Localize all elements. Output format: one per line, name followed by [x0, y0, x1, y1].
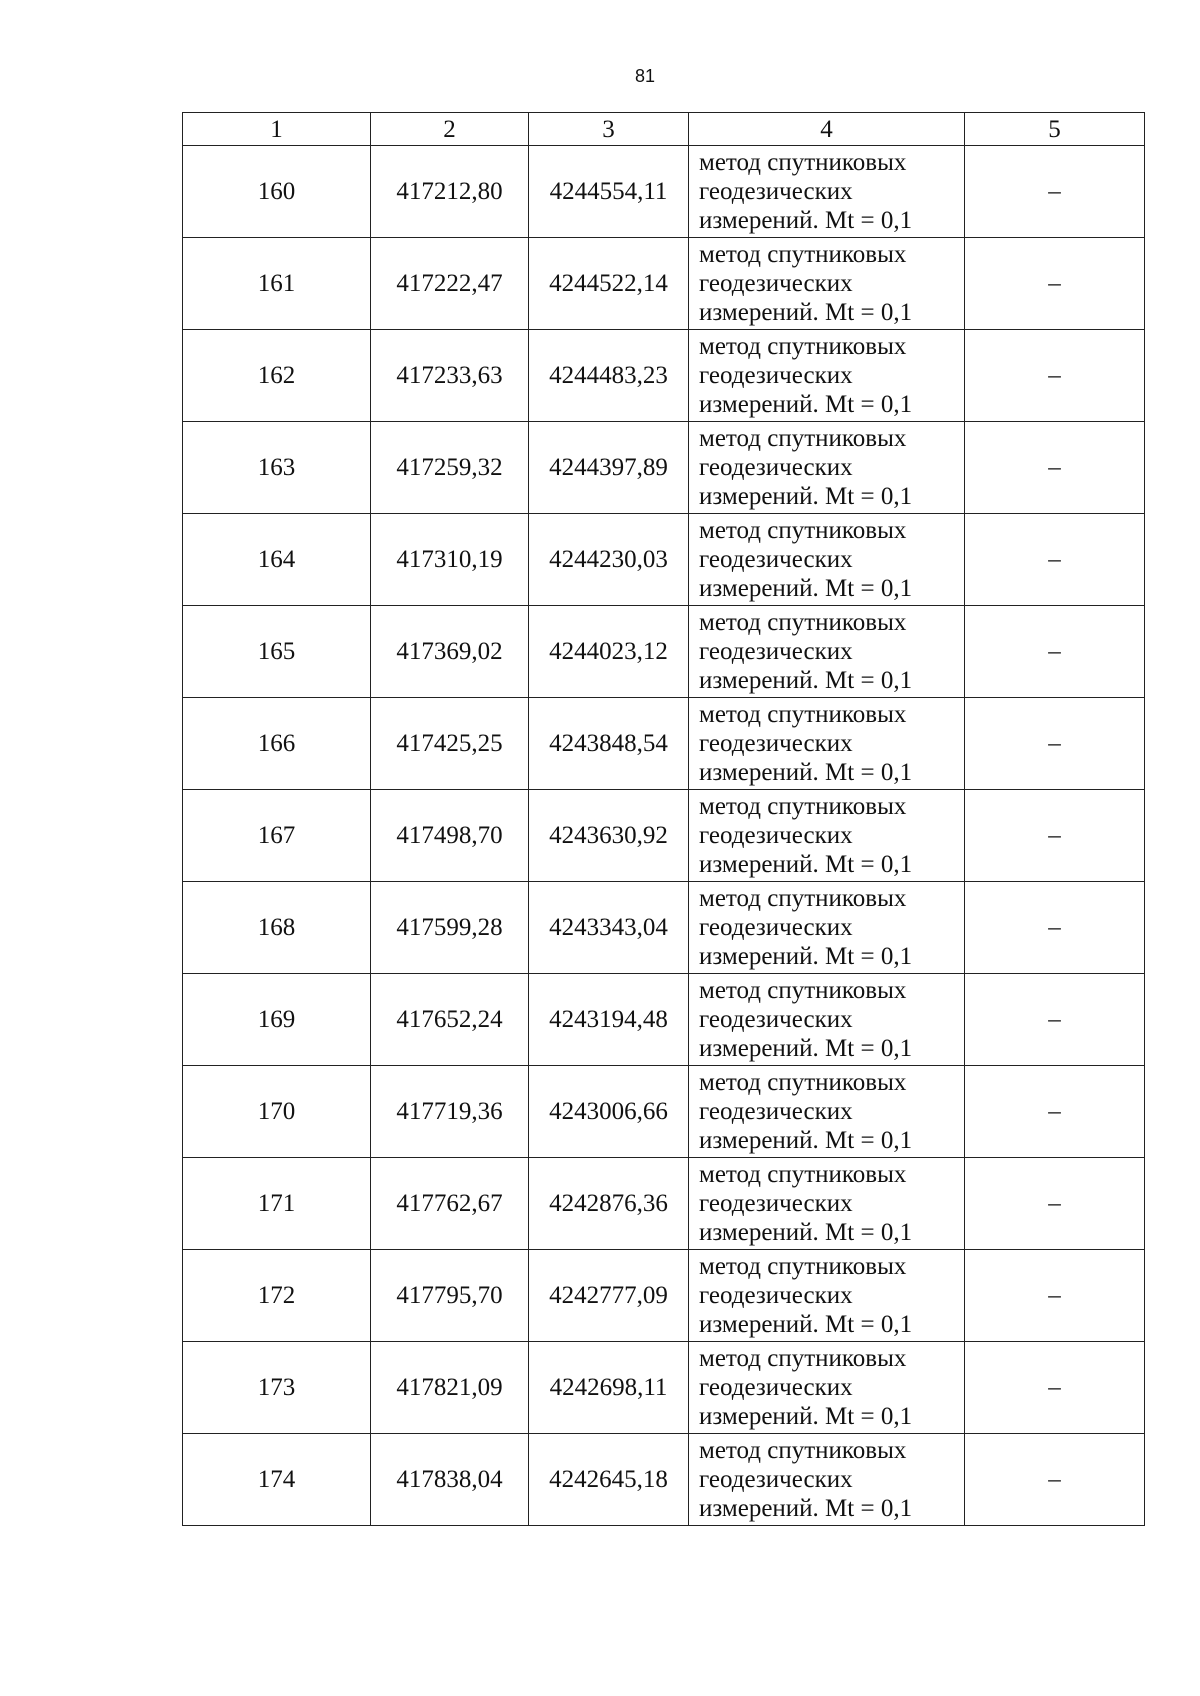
method-text-line: измерений. Mt = 0,1 — [699, 1219, 913, 1246]
table-row — [183, 330, 1145, 422]
method-text-line: измерений. Mt = 0,1 — [699, 851, 913, 878]
method-cell — [689, 698, 965, 790]
method-text-line: метод спутниковых — [699, 517, 907, 544]
method-text-line: метод спутниковых — [699, 241, 907, 268]
method-text-line: метод спутниковых — [699, 885, 907, 912]
table-row — [183, 1342, 1145, 1434]
x-coordinate-cell: 417719,36 — [371, 1066, 529, 1158]
point-number-cell: 173 — [183, 1342, 371, 1434]
y-coordinate-cell: 4243630,92 — [529, 790, 689, 882]
method-text-line: метод спутниковых — [699, 701, 907, 728]
x-coordinate-cell: 417599,28 — [371, 882, 529, 974]
y-coordinate-cell: 4242698,11 — [529, 1342, 689, 1434]
method-text-line: метод спутниковых — [699, 1345, 907, 1372]
method-cell — [689, 146, 965, 238]
method-text-line: геодезических — [699, 270, 853, 297]
note-cell: – — [965, 1434, 1145, 1526]
method-cell — [689, 1066, 965, 1158]
point-number-cell: 160 — [183, 146, 371, 238]
method-cell — [689, 330, 965, 422]
table-row — [183, 698, 1145, 790]
method-text-line: геодезических — [699, 1374, 853, 1401]
page-number: 81 — [634, 66, 656, 86]
x-coordinate-cell: 417259,32 — [371, 422, 529, 514]
point-number-cell: 167 — [183, 790, 371, 882]
note-cell: – — [965, 790, 1145, 882]
table-row — [183, 606, 1145, 698]
method-text-line: измерений. Mt = 0,1 — [699, 1127, 913, 1154]
point-number-cell: 163 — [183, 422, 371, 514]
note-cell: – — [965, 514, 1145, 606]
method-text-line: измерений. Mt = 0,1 — [699, 1495, 913, 1522]
method-text-line: геодезических — [699, 178, 853, 205]
y-coordinate-cell: 4243343,04 — [529, 882, 689, 974]
x-coordinate-cell: 417425,25 — [371, 698, 529, 790]
method-cell — [689, 1342, 965, 1434]
method-text-line: измерений. Mt = 0,1 — [699, 1403, 913, 1430]
note-cell: – — [965, 1066, 1145, 1158]
column-header-3: 3 — [529, 113, 689, 146]
note-cell: – — [965, 882, 1145, 974]
y-coordinate-cell: 4242777,09 — [529, 1250, 689, 1342]
x-coordinate-cell: 417369,02 — [371, 606, 529, 698]
y-coordinate-cell: 4243848,54 — [529, 698, 689, 790]
method-text-line: геодезических — [699, 1098, 853, 1125]
table-body — [183, 146, 1145, 1526]
x-coordinate-cell: 417795,70 — [371, 1250, 529, 1342]
method-cell — [689, 422, 965, 514]
point-number-cell: 174 — [183, 1434, 371, 1526]
method-text-line: метод спутниковых — [699, 1437, 907, 1464]
x-coordinate-cell: 417310,19 — [371, 514, 529, 606]
x-coordinate-cell: 417821,09 — [371, 1342, 529, 1434]
y-coordinate-cell: 4243194,48 — [529, 974, 689, 1066]
table-row — [183, 1066, 1145, 1158]
table-row — [183, 146, 1145, 238]
column-header-4: 4 — [689, 113, 965, 146]
point-number-cell: 168 — [183, 882, 371, 974]
y-coordinate-cell: 4242645,18 — [529, 1434, 689, 1526]
note-cell: – — [965, 1250, 1145, 1342]
point-number-cell: 170 — [183, 1066, 371, 1158]
table-row — [183, 1434, 1145, 1526]
note-cell: – — [965, 238, 1145, 330]
method-cell — [689, 1158, 965, 1250]
point-number-cell: 169 — [183, 974, 371, 1066]
note-cell: – — [965, 1342, 1145, 1434]
point-number-cell: 166 — [183, 698, 371, 790]
method-cell — [689, 514, 965, 606]
method-text-line: измерений. Mt = 0,1 — [699, 391, 913, 418]
method-text-line: измерений. Mt = 0,1 — [699, 483, 913, 510]
method-cell — [689, 606, 965, 698]
x-coordinate-cell: 417762,67 — [371, 1158, 529, 1250]
point-number-cell: 161 — [183, 238, 371, 330]
table-row — [183, 238, 1145, 330]
method-text-line: измерений. Mt = 0,1 — [699, 667, 913, 694]
note-cell: – — [965, 330, 1145, 422]
note-cell: – — [965, 422, 1145, 514]
method-text-line: геодезических — [699, 730, 853, 757]
method-text-line: геодезических — [699, 1190, 853, 1217]
method-text-line: измерений. Mt = 0,1 — [699, 943, 913, 970]
method-text-line: геодезических — [699, 362, 853, 389]
method-text-line: геодезических — [699, 546, 853, 573]
method-text-line: геодезических — [699, 914, 853, 941]
column-header-1: 1 — [183, 113, 371, 146]
x-coordinate-cell: 417212,80 — [371, 146, 529, 238]
table-row — [183, 1158, 1145, 1250]
method-text-line: измерений. Mt = 0,1 — [699, 1035, 913, 1062]
method-text-line: геодезических — [699, 454, 853, 481]
note-cell: – — [965, 698, 1145, 790]
y-coordinate-cell: 4242876,36 — [529, 1158, 689, 1250]
table-row — [183, 422, 1145, 514]
method-cell — [689, 1250, 965, 1342]
method-text-line: измерений. Mt = 0,1 — [699, 1311, 913, 1338]
method-text-line: измерений. Mt = 0,1 — [699, 759, 913, 786]
point-number-cell: 171 — [183, 1158, 371, 1250]
note-cell: – — [965, 606, 1145, 698]
method-cell — [689, 1434, 965, 1526]
table-row — [183, 1250, 1145, 1342]
method-text-line: геодезических — [699, 1006, 853, 1033]
y-coordinate-cell: 4244397,89 — [529, 422, 689, 514]
method-text-line: метод спутниковых — [699, 1161, 907, 1188]
table-row — [183, 882, 1145, 974]
point-number-cell: 172 — [183, 1250, 371, 1342]
x-coordinate-cell: 417233,63 — [371, 330, 529, 422]
x-coordinate-cell: 417222,47 — [371, 238, 529, 330]
y-coordinate-cell: 4244230,03 — [529, 514, 689, 606]
x-coordinate-cell: 417498,70 — [371, 790, 529, 882]
y-coordinate-cell: 4244023,12 — [529, 606, 689, 698]
header-row — [183, 113, 1145, 146]
method-text-line: геодезических — [699, 638, 853, 665]
method-text-line: метод спутниковых — [699, 149, 907, 176]
x-coordinate-cell: 417652,24 — [371, 974, 529, 1066]
method-text-line: метод спутниковых — [699, 425, 907, 452]
table-row — [183, 974, 1145, 1066]
column-header-5: 5 — [965, 113, 1145, 146]
method-text-line: метод спутниковых — [699, 977, 907, 1004]
y-coordinate-cell: 4244483,23 — [529, 330, 689, 422]
method-text-line: геодезических — [699, 1282, 853, 1309]
method-text-line: метод спутниковых — [699, 793, 907, 820]
column-header-2: 2 — [371, 113, 529, 146]
method-text-line: геодезических — [699, 1466, 853, 1493]
method-text-line: метод спутниковых — [699, 609, 907, 636]
method-text-line: измерений. Mt = 0,1 — [699, 299, 913, 326]
y-coordinate-cell: 4243006,66 — [529, 1066, 689, 1158]
x-coordinate-cell: 417838,04 — [371, 1434, 529, 1526]
note-cell: – — [965, 146, 1145, 238]
method-text-line: геодезических — [699, 822, 853, 849]
method-text-line: метод спутниковых — [699, 1069, 907, 1096]
method-text-line: метод спутниковых — [699, 1253, 907, 1280]
method-text-line: измерений. Mt = 0,1 — [699, 575, 913, 602]
method-cell — [689, 238, 965, 330]
table-row — [183, 514, 1145, 606]
point-number-cell: 165 — [183, 606, 371, 698]
method-text-line: измерений. Mt = 0,1 — [699, 207, 913, 234]
point-number-cell: 164 — [183, 514, 371, 606]
note-cell: – — [965, 1158, 1145, 1250]
coordinates-table — [182, 112, 1145, 1526]
method-cell — [689, 790, 965, 882]
y-coordinate-cell: 4244522,14 — [529, 238, 689, 330]
note-cell: – — [965, 974, 1145, 1066]
method-cell — [689, 882, 965, 974]
method-text-line: метод спутниковых — [699, 333, 907, 360]
table-row — [183, 790, 1145, 882]
y-coordinate-cell: 4244554,11 — [529, 146, 689, 238]
point-number-cell: 162 — [183, 330, 371, 422]
method-cell — [689, 974, 965, 1066]
